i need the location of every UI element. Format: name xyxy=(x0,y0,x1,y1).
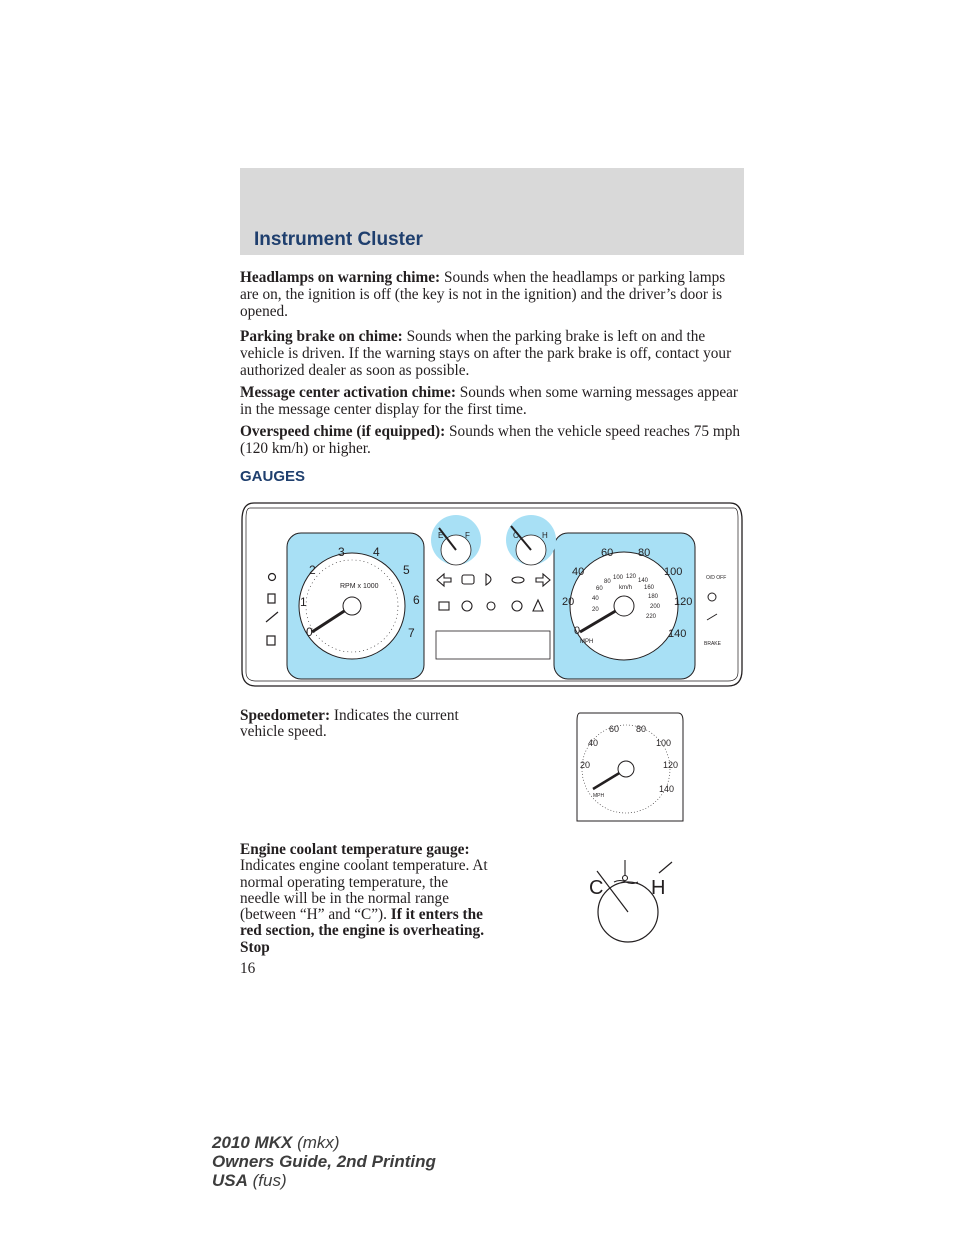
tach-5: 5 xyxy=(403,563,410,577)
mph-20: 20 xyxy=(562,596,575,608)
header-bar xyxy=(240,168,744,255)
paragraph-message-center xyxy=(240,384,745,418)
left-warning-icons xyxy=(266,574,278,646)
message-center-display xyxy=(436,631,550,659)
kmh-180: 180 xyxy=(648,594,659,600)
kmh-140: 140 xyxy=(638,578,649,584)
coolant-description xyxy=(240,842,490,956)
kmh-220: 220 xyxy=(646,614,657,620)
tach-6: 6 xyxy=(413,593,420,607)
tach-3: 3 xyxy=(338,545,345,559)
footer-model-code: (mkx) xyxy=(297,1133,340,1152)
tach-2: 2 xyxy=(309,563,316,577)
kmh-120: 120 xyxy=(626,574,637,580)
kmh-40: 40 xyxy=(592,596,599,602)
speedo-mph-100: 100 xyxy=(656,738,672,748)
mph-100: 100 xyxy=(664,566,683,578)
term-message-center: Message center activation chime: xyxy=(240,384,456,401)
coolant-gauge-illustration xyxy=(580,852,680,947)
text-headlamps: Sounds when the headlamps or parking lamps are on, the ignition is off (the key is not in the ignition) and the driver’s door is opened. xyxy=(240,269,726,320)
footer-market-code: (fus) xyxy=(252,1171,287,1190)
page-number: 16 xyxy=(240,960,256,977)
tach-7: 7 xyxy=(408,626,415,640)
text-speedometer: Indicates the current vehicle speed. xyxy=(240,707,459,741)
coolant-warning: If it enters the red section, the engine is overheating. Stop xyxy=(240,906,485,956)
fuel-f-label: F xyxy=(465,531,470,540)
kmh-160: 160 xyxy=(644,585,655,591)
mph-60: 60 xyxy=(601,547,614,559)
thermometer-icon xyxy=(614,860,638,884)
tach-0: 0 xyxy=(306,625,313,639)
term-speedometer: Speedometer: xyxy=(240,707,331,724)
section-heading-gauges: GAUGES xyxy=(240,468,306,485)
footer-model: 2010 MKX xyxy=(212,1133,293,1152)
speedometer-illustration xyxy=(574,711,686,824)
mph-80: 80 xyxy=(638,547,651,559)
od-off-label: O/D OFF xyxy=(706,575,727,581)
coolant-c-label: C xyxy=(589,877,604,899)
mph-40: 40 xyxy=(572,566,585,578)
kmh-200: 200 xyxy=(650,604,661,610)
term-parking-brake: Parking brake on chime: xyxy=(240,328,403,345)
speedo-mph-140: 140 xyxy=(659,784,675,794)
kmh-label: km/h xyxy=(619,585,633,591)
mph-0: 0 xyxy=(574,625,581,637)
term-headlamps: Headlamps on warning chime: xyxy=(240,269,441,286)
text-message-center: Sounds when some warning messages appear in the message center display for the first time. xyxy=(240,384,739,418)
footer-guide: Owners Guide, 2nd Printing xyxy=(212,1152,436,1171)
brake-label: BRAKE xyxy=(704,641,721,647)
text-coolant: Indicates engine coolant temperature. At normal operating temperature, the needle will be in the normal range (between “H” and “C”). xyxy=(240,857,488,924)
kmh-60: 60 xyxy=(596,586,603,592)
paragraph-headlamps xyxy=(240,269,745,320)
speedo-mph-label: MPH xyxy=(593,793,605,799)
text-parking-brake: Sounds when the parking brake is left on and the vehicle is driven. If the warning stays on after the park brake is off, contact your authorized dealer as soon as possible. xyxy=(240,328,732,379)
kmh-100: 100 xyxy=(613,575,624,581)
page-title: Instrument Cluster xyxy=(254,229,423,250)
mph-120: 120 xyxy=(674,596,693,608)
temp-h-label: H xyxy=(542,531,548,540)
kmh-20: 20 xyxy=(592,607,599,613)
center-warning-icons xyxy=(437,574,550,611)
term-coolant: Engine coolant temperature gauge: xyxy=(240,841,470,858)
speedo-mph-120: 120 xyxy=(663,760,679,770)
footer xyxy=(212,1133,436,1190)
paragraph-parking-brake xyxy=(240,328,745,379)
speedometer-description xyxy=(240,708,490,741)
speedo-mph-20: 20 xyxy=(580,760,591,770)
instrument-cluster-illustration xyxy=(240,500,745,690)
temp-c-label: C xyxy=(513,531,519,540)
speedo-mph-60: 60 xyxy=(609,724,620,734)
speedo-mph-80: 80 xyxy=(636,724,647,734)
term-overspeed: Overspeed chime (if equipped): xyxy=(240,423,446,440)
footer-market: USA xyxy=(212,1171,248,1190)
mph-140: 140 xyxy=(668,628,687,640)
speedo-mph-40: 40 xyxy=(588,738,599,748)
paragraph-overspeed xyxy=(240,423,745,457)
tach-label: RPM x 1000 xyxy=(340,583,379,590)
right-warning-icons xyxy=(704,575,726,647)
kmh-80: 80 xyxy=(604,579,611,585)
mph-label: MPH xyxy=(580,639,594,645)
fuel-e-label: E xyxy=(438,531,444,540)
tach-1: 1 xyxy=(300,595,307,609)
tach-4: 4 xyxy=(373,545,380,559)
coolant-h-label: H xyxy=(651,877,666,899)
text-overspeed: Sounds when the vehicle speed reaches 75 mph (120 km/h) or higher. xyxy=(240,423,741,457)
